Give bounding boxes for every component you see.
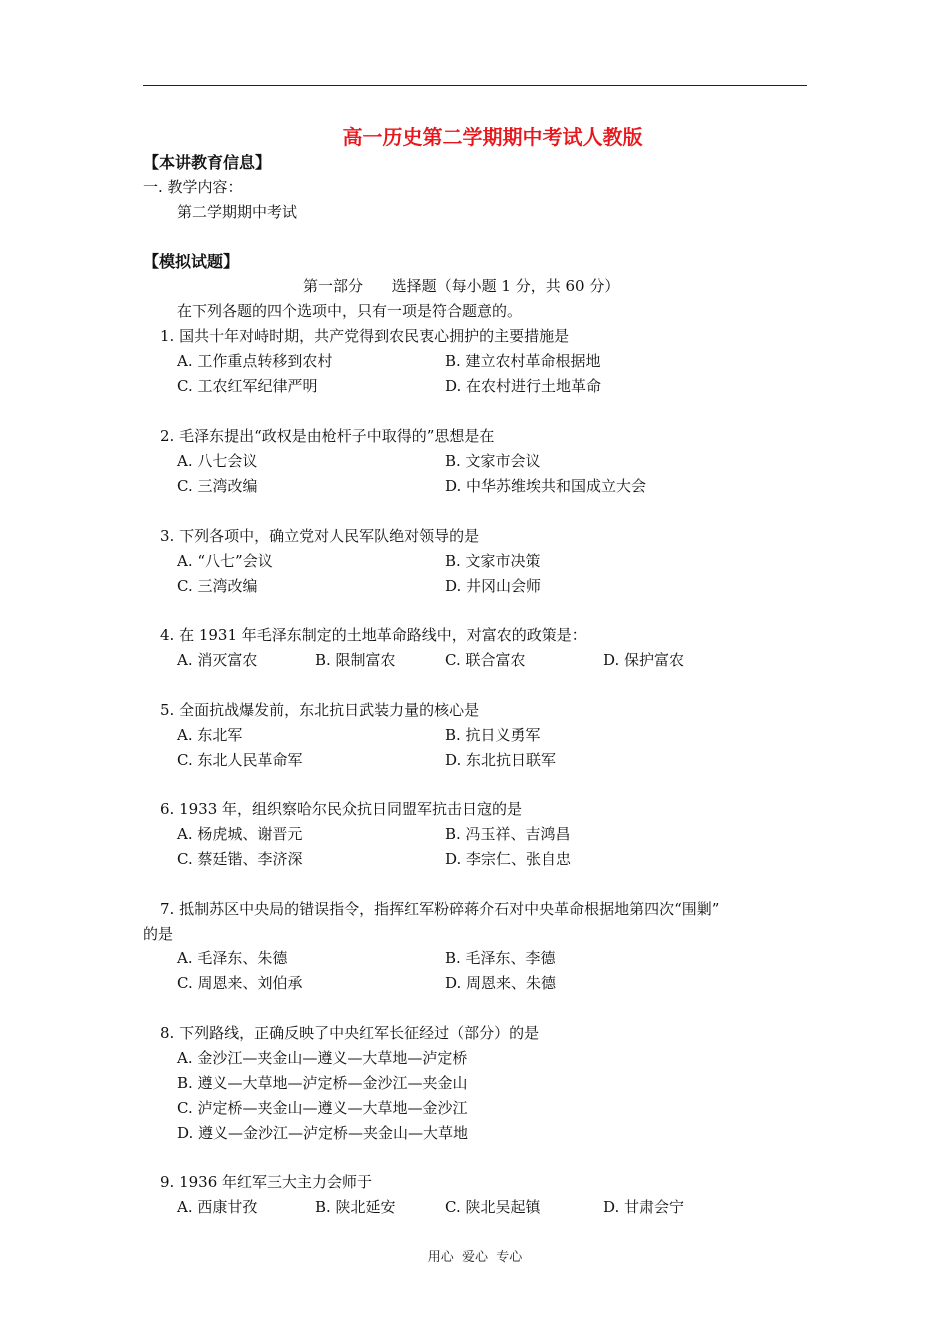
option-d: D. 遵义—金沙江—泸定桥—夹金山—大草地 bbox=[177, 1124, 469, 1142]
option-a: A. 工作重点转移到农村 bbox=[177, 352, 333, 370]
option-c: C. 陕北吴起镇 bbox=[445, 1198, 541, 1216]
option-d: D. 甘肃会宁 bbox=[603, 1198, 685, 1216]
option-b: B. 文家市会议 bbox=[445, 452, 541, 470]
question-stem: 9. 1936 年红军三大主力会师于 bbox=[160, 1173, 373, 1191]
option-c: C. 三湾改编 bbox=[177, 577, 258, 595]
content-text: 第二学期期中考试 bbox=[177, 203, 298, 221]
question-stem: 3. 下列各项中，确立党对人民军队绝对领导的是 bbox=[160, 527, 480, 545]
option-b: B. 毛泽东、李德 bbox=[445, 949, 556, 967]
question-stem: 4. 在 1931 年毛泽东制定的土地革命路线中，对富农的政策是： bbox=[160, 626, 587, 644]
info-heading: 【本讲教育信息】 bbox=[143, 153, 272, 172]
instruction: 在下列各题的四个选项中，只有一项是符合题意的。 bbox=[177, 302, 523, 320]
option-d: D. 李宗仁、张自忠 bbox=[445, 850, 572, 868]
option-c: C. 周恩来、刘伯承 bbox=[177, 974, 303, 992]
option-c: C. 东北人民革命军 bbox=[177, 751, 303, 769]
question-stem: 2. 毛泽东提出“政权是由枪杆子中取得的”思想是在 bbox=[160, 427, 495, 445]
option-b: B. 遵义—大草地—泸定桥—金沙江—夹金山 bbox=[177, 1074, 468, 1092]
content-label: 一. 教学内容： bbox=[143, 178, 243, 196]
sim-heading: 【模拟试题】 bbox=[143, 252, 240, 271]
option-b: B. 限制富农 bbox=[315, 651, 396, 669]
option-c: C. 联合富农 bbox=[445, 651, 526, 669]
option-a: A. 消灭富农 bbox=[177, 651, 258, 669]
document-title: 高一历史第二学期期中考试人教版 bbox=[342, 125, 643, 149]
option-b: B. 冯玉祥、吉鸿昌 bbox=[445, 825, 571, 843]
option-a: A. 金沙江—夹金山—遵义—大草地—泸定桥 bbox=[177, 1049, 468, 1067]
question-stem: 7. 抵制苏区中央局的错误指令，指挥红军粉碎蒋介石对中央革命根据地第四次“围剿” bbox=[160, 900, 720, 918]
option-d: D. 东北抗日联军 bbox=[445, 751, 557, 769]
option-d: D. 在农村进行土地革命 bbox=[445, 377, 602, 395]
question-stem: 5. 全面抗战爆发前，东北抗日武装力量的核心是 bbox=[160, 701, 480, 719]
option-a: A. 毛泽东、朱德 bbox=[177, 949, 288, 967]
option-d: D. 保护富农 bbox=[603, 651, 685, 669]
question-stem: 6. 1933 年，组织察哈尔民众抗日同盟军抗击日寇的是 bbox=[160, 800, 523, 818]
option-a: A. 八七会议 bbox=[177, 452, 258, 470]
option-d: D. 井冈山会师 bbox=[445, 577, 542, 595]
option-a: A. 东北军 bbox=[177, 726, 243, 744]
option-d: D. 周恩来、朱德 bbox=[445, 974, 557, 992]
question-stem: 1. 国共十年对峙时期，共产党得到农民衷心拥护的主要措施是 bbox=[160, 327, 570, 345]
part-title: 第一部分 选择题（每小题 1 分，共 60 分） bbox=[303, 277, 620, 295]
option-c: C. 泸定桥—夹金山—遵义—大草地—金沙江 bbox=[177, 1099, 468, 1117]
option-c: C. 工农红军纪律严明 bbox=[177, 377, 318, 395]
question-stem-continued: 的是 bbox=[143, 925, 174, 943]
option-c: C. 蔡廷锴、李济深 bbox=[177, 850, 303, 868]
option-c: C. 三湾改编 bbox=[177, 477, 258, 495]
option-b: B. 抗日义勇军 bbox=[445, 726, 541, 744]
option-a: A. 杨虎城、谢晋元 bbox=[177, 825, 303, 843]
option-a: A. 西康甘孜 bbox=[177, 1198, 258, 1216]
header-rule bbox=[143, 85, 807, 86]
option-d: D. 中华苏维埃共和国成立大会 bbox=[445, 477, 647, 495]
question-stem: 8. 下列路线，正确反映了中央红军长征经过（部分）的是 bbox=[160, 1024, 540, 1042]
option-b: B. 陕北延安 bbox=[315, 1198, 396, 1216]
option-b: B. 建立农村革命根据地 bbox=[445, 352, 601, 370]
page-footer: 用心 爱心 专心 bbox=[427, 1250, 523, 1265]
option-b: B. 文家市决策 bbox=[445, 552, 541, 570]
option-a: A. “八七”会议 bbox=[177, 552, 273, 570]
